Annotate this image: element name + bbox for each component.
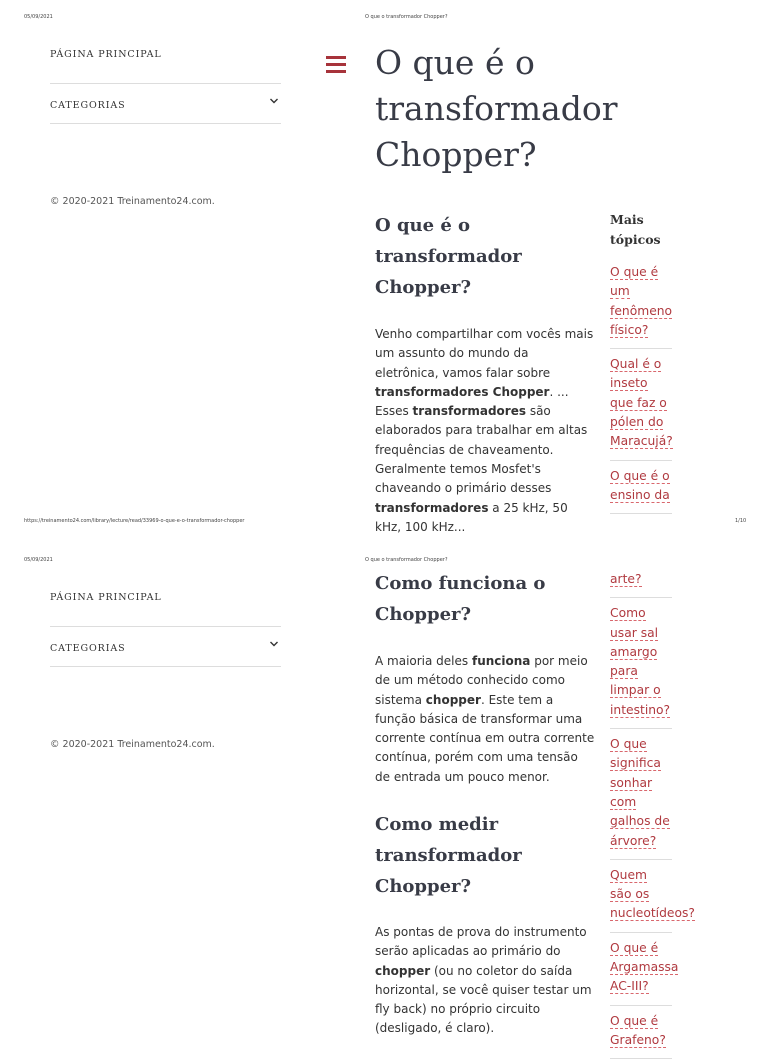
topic-link[interactable]	[610, 564, 672, 598]
section-heading: Como funciona o Chopper?	[375, 573, 546, 625]
topic-link[interactable]	[610, 933, 679, 1006]
section-heading: Como medir transformador Chopper?	[375, 814, 522, 897]
nav-home-link[interactable]	[50, 44, 281, 84]
copyright: © 2020-2021 Treinamento24.com.	[50, 196, 215, 207]
topic-link[interactable]	[610, 860, 695, 933]
topic-list	[610, 257, 672, 514]
topic-link[interactable]	[610, 729, 672, 860]
sidebar-title: Mais tópicos	[610, 212, 661, 247]
print-page-2	[0, 543, 768, 1047]
topic-link-label: Quem são os nucleotídeos?	[610, 867, 695, 921]
nav-home-link[interactable]	[50, 587, 281, 627]
copyright: © 2020-2021 Treinamento24.com.	[50, 739, 215, 750]
topic-link-label: Qual é o inseto que faz o pólen do Maracujá?	[610, 357, 673, 449]
topic-link-label: O que é Grafeno?	[610, 1013, 666, 1047]
topic-link-label: O que é um fenômeno físico?	[610, 265, 673, 337]
topic-link[interactable]	[610, 1006, 672, 1059]
topic-link-label: arte?	[610, 572, 642, 586]
chevron-down-icon	[269, 639, 279, 649]
page-title: O que é o transformador Chopper?	[375, 43, 618, 174]
topic-link[interactable]	[610, 349, 672, 460]
nav-home-label: PÁGINA PRINCIPAL	[50, 49, 162, 60]
section-heading: O que é o transformador Chopper?	[375, 215, 522, 298]
section-paragraph: A maioria deles funciona por meio de um método conhecido como sistema chopper. Este tem a função básica de transformar uma corrente contínua em outra corrente contínua, porém com uma tensão de entrada um pouco menor.	[375, 654, 595, 784]
topic-link-label: O que é o ensino da	[610, 468, 670, 502]
nav-categories-label: CATEGORIAS	[50, 100, 126, 111]
print-footer-url: https://treinamento24.com/library/lecture/read/33969-o-que-e-o-transformador-chopper	[24, 518, 245, 524]
nav-categories-label: CATEGORIAS	[50, 643, 126, 654]
sidebar-nav	[50, 587, 281, 667]
topic-link[interactable]	[610, 598, 672, 729]
topic-link-label: O que significa sonhar com galhos de árvore?	[610, 737, 670, 848]
sidebar-nav	[50, 44, 281, 124]
print-date: 05/09/2021	[24, 14, 53, 20]
topic-list	[610, 564, 695, 1059]
print-header-title: O que o transformador Chopper?	[365, 557, 448, 563]
section-paragraph: As pontas de prova do instrumento serão aplicadas ao primário do chopper (ou no coletor do saída horizontal, se você quiser testar um fly back) no próprio circuito (desligado, é claro).	[375, 925, 592, 1036]
topic-link-label: O que é Argamassa AC-III?	[610, 940, 679, 994]
nav-home-label: PÁGINA PRINCIPAL	[50, 592, 162, 603]
hamburger-menu-icon[interactable]	[326, 56, 346, 74]
chevron-down-icon	[269, 96, 279, 106]
section-paragraph: Venho compartilhar com vocês mais um assunto do mundo da eletrônica, vamos falar sobre transformadores Chopper. ... Esses transformadores são elaborados para trabalhar em altas frequências de chaveamento. Geralmente temos Mosfet's chaveando o primário desses transformadores a 25 kHz, 50 kHz, 100 kHz...	[375, 327, 594, 534]
nav-categories-toggle[interactable]	[50, 627, 281, 667]
print-date: 05/09/2021	[24, 557, 53, 563]
print-footer-page: 1/10	[735, 518, 747, 524]
topic-link[interactable]	[610, 461, 672, 515]
nav-categories-toggle[interactable]	[50, 84, 281, 124]
print-header-title: O que o transformador Chopper?	[365, 14, 448, 20]
topic-link[interactable]	[610, 257, 672, 349]
topic-link-label: Como usar sal amargo para limpar o intestino?	[610, 606, 671, 717]
